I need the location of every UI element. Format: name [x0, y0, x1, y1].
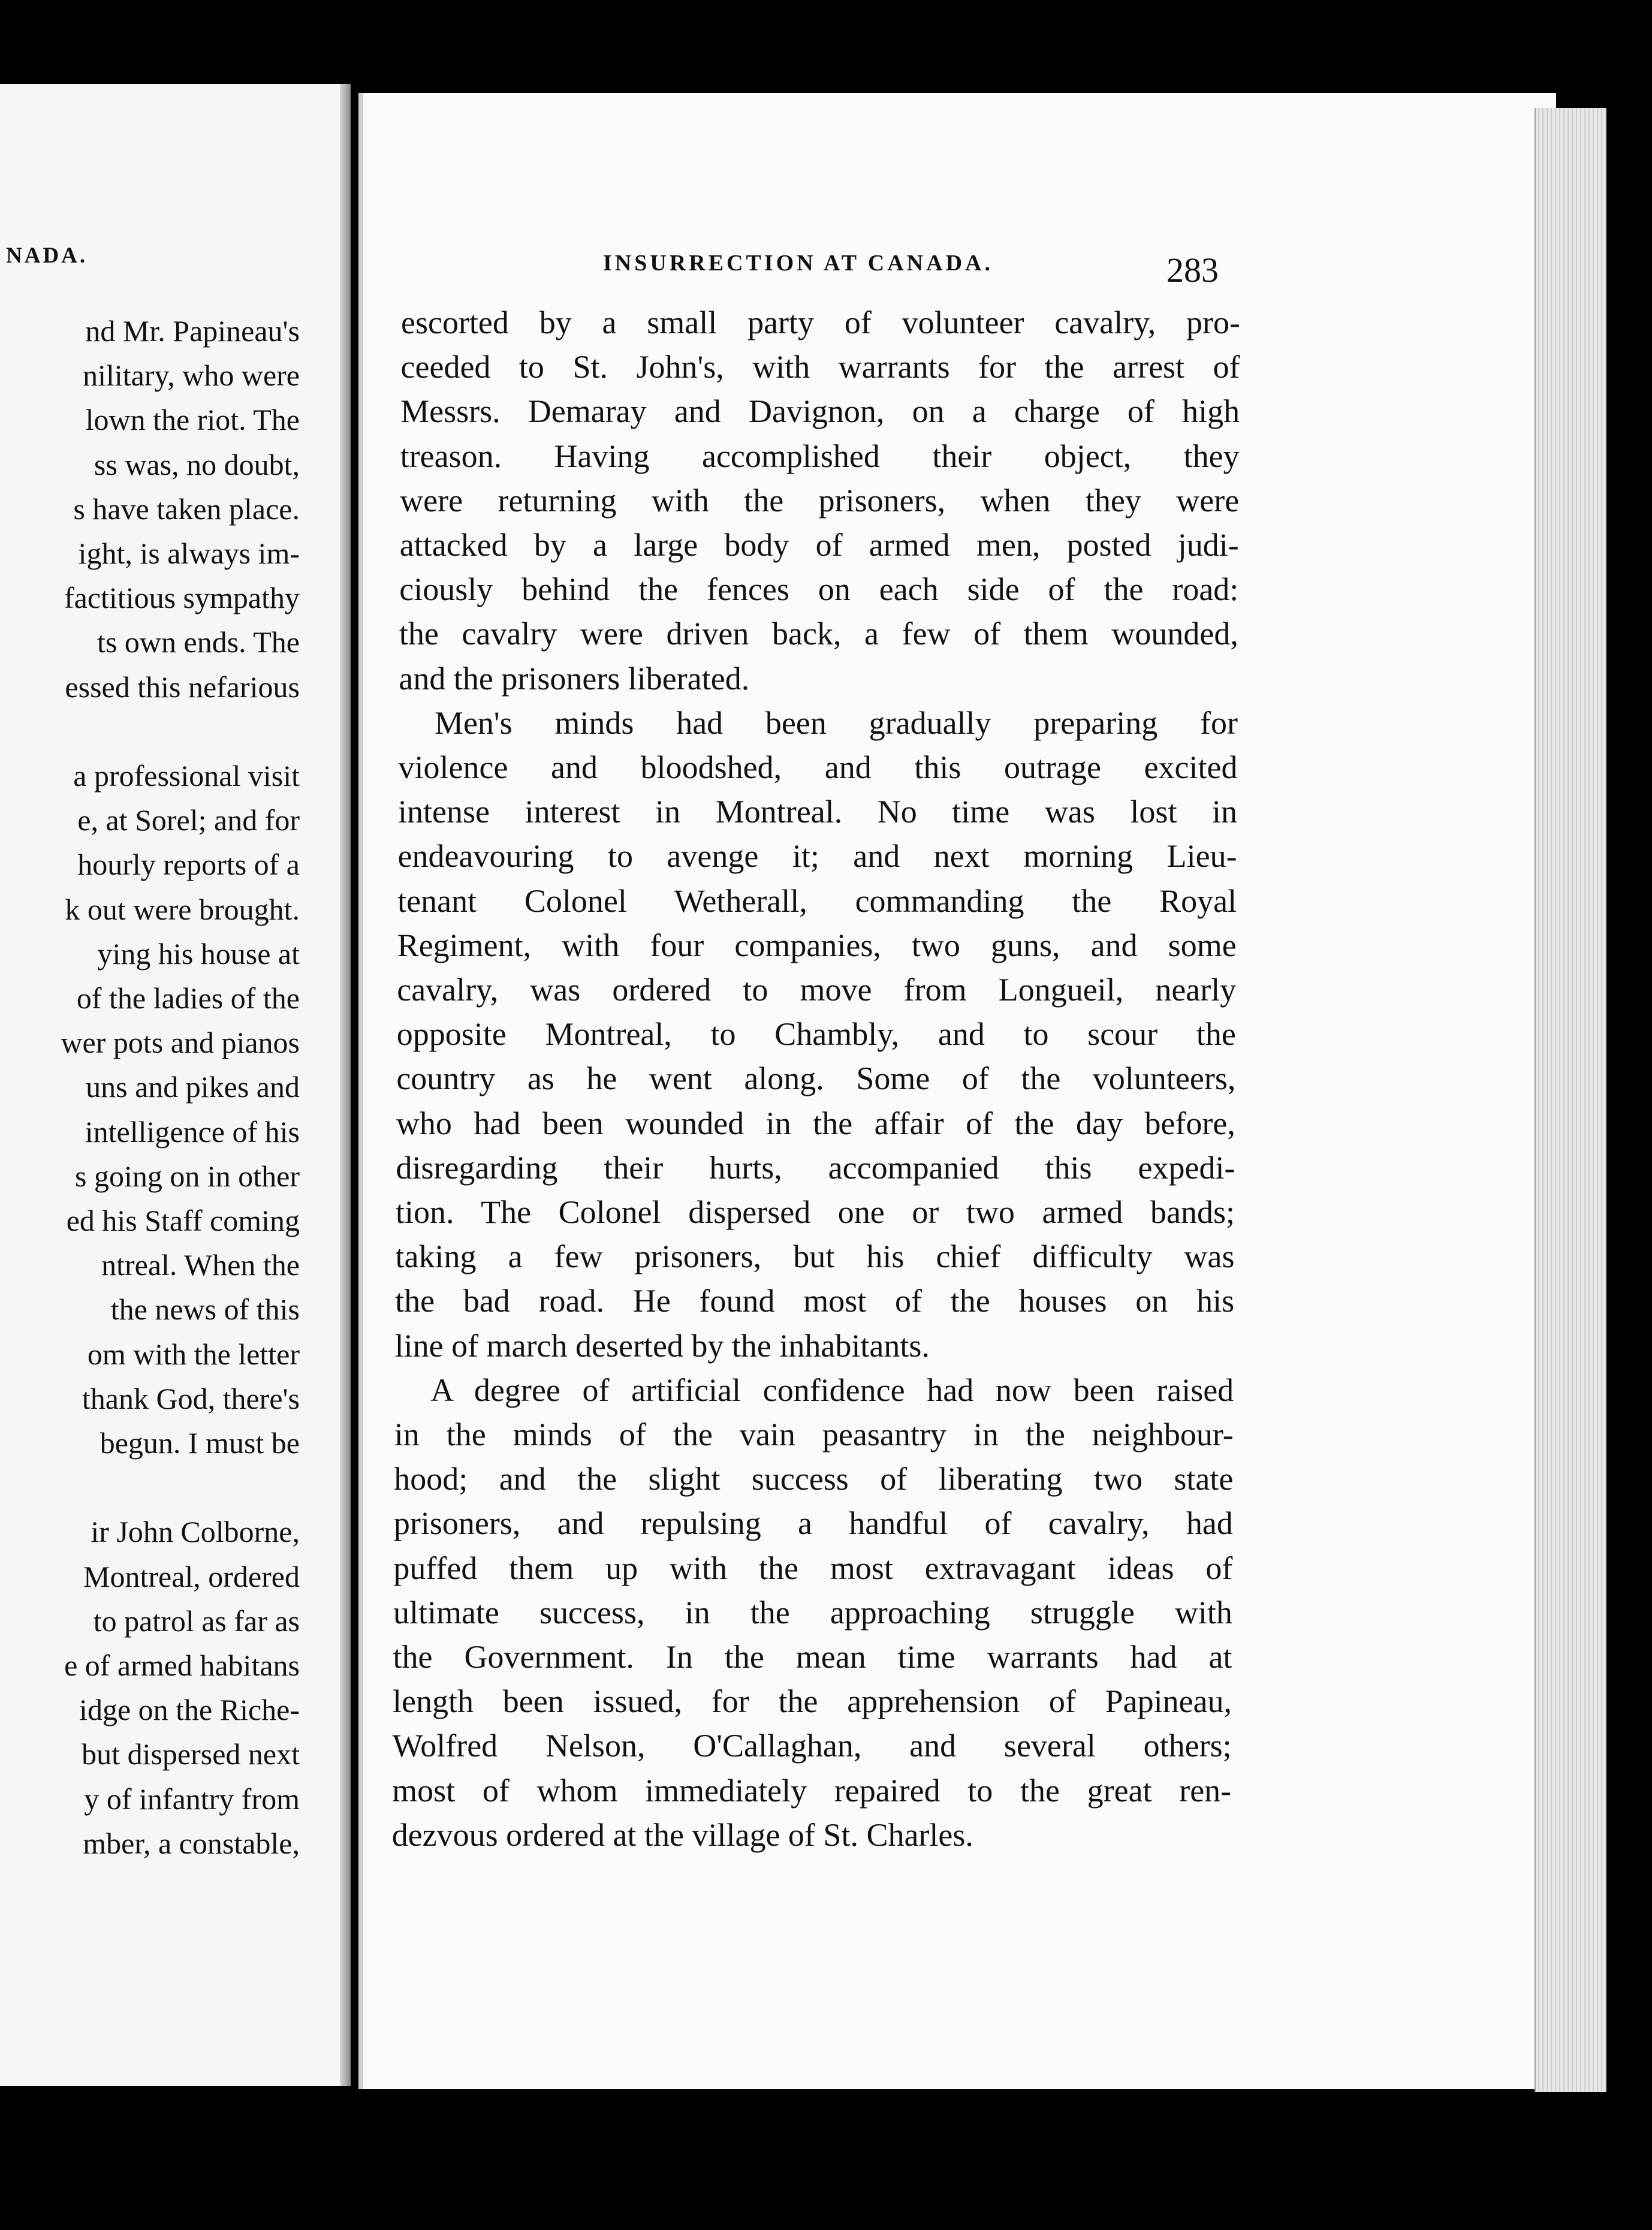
text-line: country as he went along. Some of the volunteers, [396, 1060, 1236, 1097]
left-text-line: ying his house at [97, 936, 300, 971]
text-line: disregarding their hurts, accompanied this expedi- [396, 1149, 1235, 1186]
text-line: Men's minds had been gradually preparing for [434, 704, 1238, 741]
text-line: taking a few prisoners, but his chief difficulty was [395, 1238, 1235, 1275]
left-text-line: of the ladies of the [76, 981, 300, 1015]
left-text-line: the news of this [110, 1292, 300, 1327]
left-text-line: nilitary, who were [83, 358, 300, 393]
left-text-line: ight, is always im- [78, 537, 300, 570]
text-line: most of whom immediately repaired to the great ren- [392, 1772, 1232, 1809]
text-line: Regiment, with four companies, two guns, and some [397, 927, 1237, 963]
text-line: were returning with the prisoners, when they were [400, 482, 1240, 519]
running-head: INSURRECTION AT CANADA. [603, 251, 993, 276]
text-line: ultimate success, in the approaching struggle with [393, 1594, 1232, 1631]
text-line: cavalry, was ordered to move from Longueil, nearly [397, 972, 1237, 1008]
left-text-line: ir John Colborne, [91, 1515, 300, 1549]
text-line: length been issued, for the apprehension of Papineau, [393, 1683, 1232, 1720]
text-line: endeavouring to avenge it; and next morning Lieu- [397, 838, 1237, 875]
left-text-line: intelligence of his [85, 1114, 300, 1149]
text-line: intense interest in Montreal. No time was lost in [398, 794, 1238, 830]
left-text-line: uns and pikes and [86, 1070, 300, 1104]
left-text-line: nd Mr. Papineau's [85, 314, 300, 348]
left-text-line: lown the riot. The [85, 403, 300, 437]
left-text-line: k out were brought. [65, 892, 300, 926]
left-text-line: ed his Staff coming [66, 1204, 300, 1237]
right-page [358, 93, 1556, 2089]
text-line: hood; and the slight success of liberating two state [394, 1461, 1234, 1497]
text-line: treason. Having accomplished their object, they [400, 438, 1240, 474]
text-line: the bad road. He found most of the houses on his [395, 1283, 1235, 1319]
text-line: tenant Colonel Wetherall, commanding the Royal [397, 882, 1237, 919]
left-text-line: ts own ends. The [97, 625, 300, 659]
left-text-line: e, at Sorel; and for [77, 803, 300, 837]
left-text-line: ss was, no doubt, [94, 447, 300, 481]
left-text-line: thank God, there's [82, 1381, 300, 1415]
left-text-line: essed this nefarious [65, 670, 300, 704]
page-edges [1535, 108, 1606, 2092]
left-text-line: ntreal. When the [101, 1248, 300, 1282]
left-text-line: e of armed habitans [64, 1649, 300, 1682]
left-text-line: mber, a constable, [83, 1826, 300, 1860]
text-line: violence and bloodshed, and this outrage excited [398, 749, 1238, 785]
left-text-line: begun. I must be [100, 1426, 300, 1460]
left-text-line: s going on in other [75, 1159, 300, 1193]
text-line: dezvous ordered at the village of St. Charles. [391, 1816, 973, 1853]
left-text-line: Montreal, ordered [83, 1559, 300, 1593]
page-number: 283 [1166, 251, 1219, 290]
text-line: in the minds of the vain peasantry in the neighbour- [394, 1417, 1234, 1452]
text-line: A degree of artificial confidence had now been raised [430, 1372, 1234, 1408]
text-line: prisoners, and repulsing a handful of cavalry, had [393, 1505, 1233, 1542]
text-line: the cavalry were driven back, a few of them wounded, [399, 616, 1238, 652]
left-text-line: s have taken place. [73, 492, 300, 526]
text-line: who had been wounded in the affair of the day before, [396, 1105, 1235, 1141]
left-text-line: om with the letter [87, 1337, 300, 1371]
left-page-gutter [340, 84, 351, 2086]
left-text-line: a professional visit [73, 759, 300, 792]
text-line: the Government. In the mean time warrants had at [393, 1639, 1232, 1675]
text-line: and the prisoners liberated. [399, 660, 750, 697]
left-text-line: wer pots and pianos [61, 1026, 300, 1060]
text-line: puffed them up with the most extravagant ideas of [393, 1550, 1233, 1586]
text-line: escorted by a small party of volunteer cavalry, pro- [401, 305, 1240, 340]
left-page [0, 84, 351, 2086]
left-text-line: hourly reports of a [77, 848, 300, 882]
text-line: Messrs. Demaray and Davignon, on a charge of high [400, 393, 1240, 430]
left-text-line: y of infantry from [84, 1782, 300, 1816]
left-text-line: idge on the Riche- [79, 1693, 300, 1727]
left-running-head: NADA. [6, 243, 88, 268]
left-text-line: but dispersed next [82, 1737, 300, 1771]
text-line: opposite Montreal, to Chambly, and to scour the [396, 1016, 1236, 1053]
text-line: ciously behind the fences on each side of the road: [399, 571, 1239, 608]
text-line: Wolfred Nelson, O'Callaghan, and several others; [392, 1728, 1232, 1764]
text-line: ceeded to St. John's, with warrants for the arrest of [400, 349, 1240, 385]
text-line: attacked by a large body of armed men, posted judi- [399, 527, 1239, 563]
left-text-line: to patrol as far as [93, 1604, 300, 1638]
text-line: tion. The Colonel dispersed one or two armed bands; [396, 1194, 1235, 1230]
left-text-line: factitious sympathy [64, 581, 300, 615]
text-line: line of march deserted by the inhabitants. [394, 1327, 930, 1364]
